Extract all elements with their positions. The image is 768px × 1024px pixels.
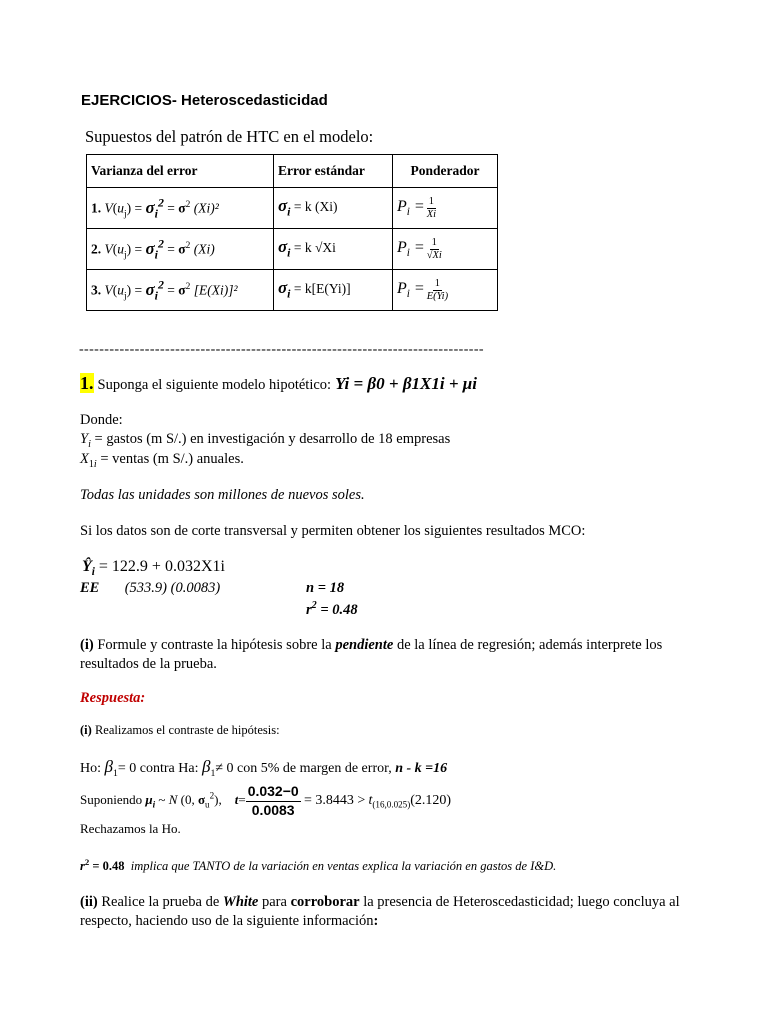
cell-ponderador: $P_i$ = $\frac{1}{√Xi}$	[393, 229, 498, 270]
exercise-number: 1.	[80, 373, 94, 393]
standard-errors: EE (533.9) (0.0083)	[80, 580, 221, 596]
mco-intro: Si los datos son de corte transversal y permiten obtener los siguientes resultados MCO:	[80, 523, 586, 539]
header-ponderador: Ponderador	[393, 155, 498, 188]
definition-y: $Y_i$ = gastos (m S/.) en investigación y desarrollo de 18 empresas	[80, 431, 451, 450]
question-i: (i) Formule y contraste la hipótesis sobre la pendiente de la línea de regresión; además interprete los resultados de la prueba.	[80, 637, 663, 672]
t-statistic-fraction: $\frac{0.032-0}{0.0083}$	[247, 783, 299, 818]
table-row	[87, 270, 498, 311]
cell-varianza: 3. $V(u_j) = \sigma_i^2 = \sigma^2$ [E(Xi)]²	[87, 270, 274, 311]
reject-conclusion: Rechazamos la Ho.	[80, 821, 181, 836]
exercise-1-statement: 1. Suponga el siguiente modelo hipotético: Yi = β0 + β1X1i + μi	[80, 373, 477, 393]
table-row	[87, 229, 498, 270]
cell-error-estandar: $\sigma_i = k$ √Xi	[274, 229, 393, 270]
sample-size: n = 18	[306, 580, 345, 596]
table-caption: Supuestos del patrón de HTC en el modelo:	[85, 127, 374, 146]
cell-varianza: 1. $V(u_j) = \sigma_i^2 = \sigma^2$ (Xi)²	[87, 188, 274, 229]
header-varianza: Varianza del error	[87, 155, 274, 188]
hypothesis-statement: Ho: $\beta_1= 0$ contra Ha: $\beta_1\ne 0$ con 5% de margen de error, n - k =16	[80, 757, 448, 779]
r-squared: $r^2 = 0.48$	[306, 600, 358, 618]
model-equation: Yi = β0 + β1X1i + μi	[335, 374, 477, 393]
definition-x: $X_{1i}$ = ventas (m S/.) anuales.	[80, 451, 244, 470]
answer-intro: (i) Realizamos el contraste de hipótesis:	[80, 723, 280, 737]
header-error-estandar: Error estándar	[274, 155, 393, 188]
separator-line: --------------------------------------------------------------------------------	[79, 342, 484, 357]
page-title: EJERCICIOS- Heteroscedasticidad	[81, 92, 328, 109]
t-test: Suponiendo $\mu_i$ ~ N (0, $\sigma_u^2$), t= $\frac{0.032-0}{0.0083}$ = $3.8443 > t_{(16,0.025)}(2.120)$	[80, 783, 452, 818]
question-ii: (ii) Realice la prueba de White para corroborar la presencia de Heteroscedasticidad; luego concluya al respecto, haciendo uso de la siguiente información:	[80, 894, 680, 929]
cell-varianza: 2. $V(u_j) = \sigma_i^2 = \sigma^2$ (Xi)	[87, 229, 274, 270]
cell-ponderador: $P_i$ = $\frac{1}{E(Yi)}$	[393, 270, 498, 311]
units-note: Todas las unidades son millones de nuevos soles.	[80, 487, 365, 503]
cell-error-estandar: $\sigma_i = k[E(Yi)]$	[274, 270, 393, 311]
respuesta-label: Respuesta:	[80, 690, 146, 706]
donde-label: Donde:	[80, 412, 123, 428]
table-header-row	[87, 155, 498, 188]
estimated-equation: $Ŷ_i = 122.9 + 0.032X1i$	[82, 558, 225, 579]
htc-table	[86, 154, 498, 311]
cell-ponderador: $P_i$ = $\frac{1}{Xi}$	[393, 188, 498, 229]
cell-error-estandar: $\sigma_i = k$ (Xi)	[274, 188, 393, 229]
r2-interpretation: $r^2 = 0.48$ implica que TANTO de la variación en ventas explica la variación en gastos de I&D.	[80, 857, 557, 874]
table-row	[87, 188, 498, 229]
